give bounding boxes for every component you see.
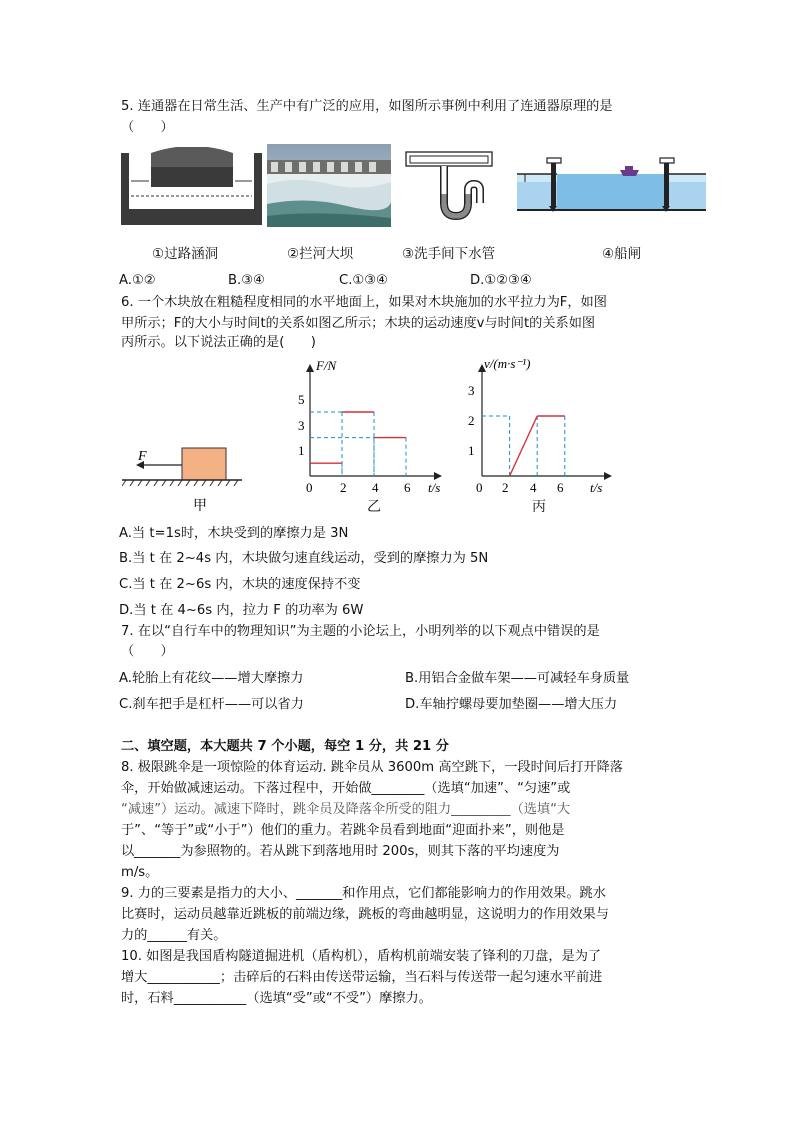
q8-line1: 8. 极限跳伞是一项惊险的体育运动. 跳伞员从 3600m 高空跳下，一段时间后打开降落 (121, 760, 623, 775)
bing-segment-0 (510, 416, 538, 476)
q5-option-c: C.①③④ (339, 273, 388, 288)
q8-line5: 以_______为参照物的。若从跳下到落地用时 200s，则其下落的平均速度为 (121, 844, 560, 859)
q7-option-c: C.刹车把手是杠杆——可以省力 (119, 697, 304, 712)
yi-ytick-3: 3 (298, 418, 305, 433)
q6-option-a: A.当 t=1s时，木块受到的摩擦力是 3N (119, 526, 349, 541)
velocity-time-chart (460, 354, 620, 514)
q5-option-a: A.①② (119, 273, 156, 288)
q5-option-d: D.①②③④ (470, 273, 532, 288)
yi-xtick-2: 2 (340, 480, 347, 495)
q7-option-b: B.用铝合金做车架——可减轻车身质量 (405, 671, 630, 686)
sink-drain-figure (404, 148, 496, 224)
yi-ylabel: F/N (316, 358, 337, 373)
block-force-figure (122, 440, 242, 512)
q5-stem-line1: 5. 连通器在日常生活、生产中有广泛的应用，如图所示事例中利用了连通器原理的是 (121, 99, 613, 114)
yi-xtick-4: 4 (372, 480, 379, 495)
q8-line6: m/s。 (121, 865, 159, 880)
dam-photo (267, 144, 391, 227)
q8-line4: 于”、“等于”或“小于”）他们的重力。若跳伞员看到地面“迎面扑来”，则他是 (121, 823, 565, 838)
section-2-heading: 二、填空题，本大题共 7 个小题，每空 1 分，共 21 分 (121, 739, 449, 754)
q7-option-d: D.车轴拧螺母要加垫圈——增大压力 (405, 697, 618, 712)
yi-xlabel: t/s (428, 480, 441, 495)
q10-line2: 增大___________；击碎后的石料由传送带运输，当石料与传送带一起匀速水平前进 (121, 970, 603, 985)
caption-lock: ④船闸 (602, 246, 642, 262)
q6-option-b: B.当 t 在 2~4s 内，木块做匀速直线运动，受到的摩擦力为 5N (119, 551, 489, 566)
yi-ytick-1: 1 (298, 443, 305, 458)
bing-xtick-6: 6 (557, 480, 564, 495)
q7-stem-line2: （ ） (121, 644, 174, 659)
culvert-figure (121, 147, 262, 225)
bing-xtick-4: 4 (530, 480, 537, 495)
bing-origin: 0 (476, 480, 483, 495)
q8-line3: “减速”）运动。减速下降时，跳伞员及降落伞所受的阻力_________（选填“大 (121, 802, 571, 817)
bing-ytick-3: 3 (468, 383, 475, 398)
caption-dam: ②拦河大坝 (287, 246, 354, 262)
q10-line1: 10. 如图是我国盾构隧道掘进机（盾构机），盾构机前端安装了锋利的刀盘，是为了 (121, 949, 602, 964)
q9-line2: 比赛时，运动员越靠近跳板的前端边缘，跳板的弯曲越明显，这说明力的作用效果与 (121, 907, 609, 922)
q5-stem-line2: （ ） (121, 120, 174, 135)
bing-ytick-1: 1 (468, 443, 475, 458)
yi-xtick-6: 6 (404, 480, 411, 495)
q7-stem-line1: 7. 在以“自行车中的物理知识”为主题的小论坛上，小明列举的以下观点中错误的是 (121, 624, 600, 639)
q10-line3: 时，石料___________（选填“受”或“不受”）摩擦力。 (121, 991, 432, 1006)
bing-xlabel: t/s (590, 480, 603, 495)
q6-stem-line3: 丙所示。以下说法正确的是( ) (121, 335, 316, 350)
yi-origin: 0 (306, 480, 313, 495)
fig-yi-caption: 乙 (367, 499, 381, 515)
q8-line2: 伞，开始做减速运动。下落过程中，开始做________（选填“加速”、“匀速”或 (121, 781, 571, 796)
caption-culvert: ①过路涵洞 (152, 246, 219, 262)
caption-sink: ③洗手间下水管 (402, 246, 496, 262)
q6-stem-line1: 6. 一个木块放在粗糙程度相同的水平地面上，如果对木块施加的水平拉力为F，如图 (121, 295, 607, 310)
q9-line1: 9. 力的三要素是指力的大小、_______和作用点，它们都能影响力的作用效果。跳水 (121, 886, 606, 901)
q6-option-d: D.当 t 在 4~6s 内，拉力 F 的功率为 6W (119, 603, 364, 618)
q6-option-c: C.当 t 在 2~6s 内，木块的速度保持不变 (119, 577, 361, 592)
fig-bing-caption: 丙 (532, 499, 546, 515)
q6-stem-line2: 甲所示；F的大小与时间t的关系如图乙所示；木块的运动速度v与时间t的关系如图 (121, 316, 596, 331)
ship-lock-figure (517, 152, 706, 214)
force-label: F (138, 449, 147, 464)
bing-ylabel: v/(m·s⁻¹) (484, 356, 531, 371)
q5-option-b: B.③④ (228, 273, 265, 288)
q7-option-a: A.轮胎上有花纹——增大摩擦力 (119, 671, 304, 686)
bing-ytick-2: 2 (468, 413, 475, 428)
force-time-chart (290, 354, 450, 514)
q9-line3: 力的______有关。 (121, 928, 227, 943)
yi-ytick-5: 5 (298, 392, 305, 407)
bing-xtick-2: 2 (502, 480, 509, 495)
fig-jia-caption: 甲 (193, 499, 207, 512)
